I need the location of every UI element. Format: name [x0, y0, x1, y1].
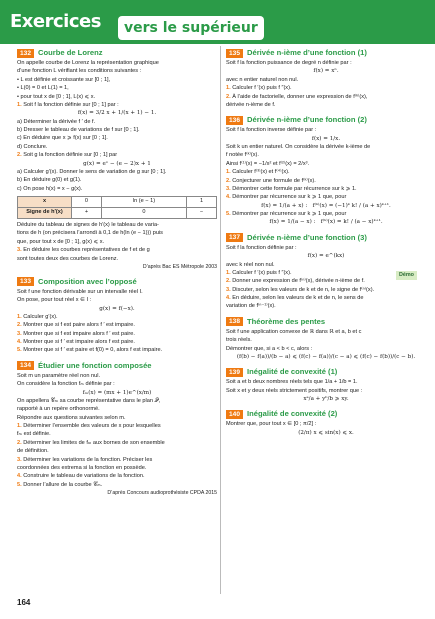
exercise-number: 135	[226, 49, 243, 58]
text: coordonnées des extrema si la fonction en possède.	[17, 464, 147, 471]
exercise-title: Dérivée n-ième d’une fonction (3)	[247, 232, 367, 242]
text: Soit m un paramètre réel non nul.	[17, 372, 101, 379]
text: Répondre aux questions suivantes selon m.	[17, 414, 126, 421]
exercise-134	[17, 361, 217, 497]
exercise-number: 140	[226, 410, 243, 419]
exercise-133	[17, 277, 217, 361]
exercise-title: Dérivée n-ième d’une fonction (1)	[247, 48, 367, 57]
formula: f(x) = 3/2 x + 1/(x + 1) − 1.	[77, 110, 157, 117]
exercise-132	[17, 48, 217, 271]
text: Soit f la fonction puissance de degré n définie par :	[226, 60, 352, 67]
exercise-title: Étudier une fonction composée	[38, 360, 152, 370]
header-bar	[0, 0, 435, 44]
text: On pose, pour tout réel x ∈ I :	[17, 297, 92, 304]
question: 1. Déterminer l’ensemble des valeurs de x pour lesquelles	[17, 423, 161, 430]
demo-badge: Démo	[396, 271, 417, 280]
text: variation de f⁽ⁿ⁻¹⁾(x).	[226, 303, 276, 310]
text: Ainsi f⁽¹⁾(x) = −1/x² et f⁽²⁾(x) = 2/x³.	[226, 160, 310, 167]
text: On considère la fonction fₘ définie par :	[17, 381, 115, 388]
question: a) Calculer g′(x). Donner le sens de variation de g sur [0 ; 1].	[17, 168, 167, 175]
formula: f(x) = e^(kx)	[307, 253, 345, 260]
formula: (f(b) − f(a))/(b − a) ⩽ (f(c) − f(a))/(c − a) ⩽ (f(c) − f(b))/(c − b).	[236, 353, 416, 360]
text: Soit f une fonction dérivable sur un intervalle réel I.	[17, 288, 143, 295]
text: Soit a et b deux nombres réels tels que 1/a + 1/b = 1.	[226, 379, 358, 386]
question: 4. Montrer que si f ′ est impaire alors f est paire.	[17, 339, 135, 346]
question: b) En déduire g(0) et g(1).	[17, 177, 82, 184]
text: que, pour tout x de [0 ; 1], g(x) ⩽ x.	[17, 238, 105, 245]
header-badge: vers le supérieur	[118, 16, 264, 40]
text: Soit f une application convexe de ℝ dans ℝ et a, b et c	[226, 328, 362, 335]
text: On appellera 𝒞ₘ sa courbe représentative dans le plan 𝒫,	[17, 397, 161, 404]
formula: xᵃ/a + yᵇ/b ⩾ xy.	[303, 396, 349, 403]
exercise-number: 138	[226, 317, 243, 326]
formula: f(x) = 1/(a + x) : f⁽ᵏ⁾(x) = (−1)ᵏ k! / (a + x)ᵏ⁺¹.	[261, 202, 391, 209]
exercise-136	[226, 115, 426, 233]
formula: (2/π) x ⩽ sin(x) ⩽ x.	[298, 429, 354, 436]
text: dérivée n-ième de f.	[226, 101, 276, 108]
formula: f(x) = xⁿ.	[313, 68, 339, 75]
table-cell: 0	[72, 197, 102, 208]
exercise-title: Inégalité de convexité (1)	[247, 367, 338, 377]
table-cell: ln (e − 1)	[101, 197, 186, 208]
page-number: 164	[17, 598, 31, 607]
text: Soit f la fonction inverse définie par :	[226, 127, 317, 134]
table-header: Signe de h′(x)	[18, 208, 72, 219]
question: 3. Déterminer les variations de la fonction. Préciser les	[17, 456, 153, 463]
exercise-title: Composition avec l’opposé	[38, 276, 137, 286]
question: b) Dresser le tableau de variations de f sur [0 ; 1].	[17, 127, 140, 134]
question: 1. Calculer f ′(x) puis f ″(x).	[226, 269, 292, 276]
table-header: x	[18, 197, 72, 208]
formula: f(x) = 1/(a − x) : f⁽ᵏ⁾(x) = k! / (a − x)ᵏ⁺¹.	[269, 219, 383, 226]
question: 2. Montrer que si f est paire alors f ′ est impaire.	[17, 322, 135, 329]
exercise-number: 137	[226, 233, 243, 242]
text: Montrer que, pour tout x ∈ [0 ; π/2] :	[226, 421, 317, 428]
question: 1. Calculer f ′(x) puis f ″(x).	[226, 85, 292, 92]
table-cell: 1	[187, 197, 217, 208]
exercise-title: Courbe de Lorenz	[38, 48, 103, 57]
question: 5. Démontrer par récurrence sur k ⩾ 1 que, pour	[226, 211, 347, 218]
left-column	[17, 48, 217, 503]
exercise-title: Théorème des pentes	[247, 316, 326, 326]
question: 3. Démontrer cette formule par récurrence sur k ⩾ 1.	[226, 185, 357, 192]
question: 3. Montrer que si f est impaire alors f ′ est paire.	[17, 330, 135, 337]
question: 4. En déduire, selon les valeurs de k et de n, le sens de	[226, 295, 364, 302]
sign-table	[17, 196, 217, 219]
question: 3. En déduire les courbes représentatives de f et de g	[17, 247, 150, 254]
text: f notée f⁽ᵏ⁾(x).	[226, 152, 259, 159]
text: On appelle courbe de Lorenz la représentation graphique	[17, 60, 159, 67]
exercise-138	[226, 317, 426, 368]
bullet: • pour tout x de [0 ; 1], L(x) ⩽ x.	[17, 93, 96, 100]
question: 1. Calculer g′(x).	[17, 313, 58, 320]
text: Soit f la fonction définie par :	[226, 244, 297, 251]
question: d) Conclure.	[17, 143, 48, 150]
exercise-135	[226, 48, 426, 115]
text: Démontrer que, si a < b < c, alors :	[226, 345, 313, 352]
text: Déduire du tableau de signes de h′(x) le tableau de varia-	[17, 222, 159, 229]
text: rapporté à un repère orthonormé.	[17, 406, 100, 413]
exercise-number: 132	[17, 49, 34, 58]
source: D’après Bac ES Métropole 2003	[142, 263, 217, 270]
exercise-title: Inégalité de convexité (2)	[247, 409, 338, 419]
text: trois réels.	[226, 337, 252, 344]
exercise-140	[226, 409, 426, 437]
text: avec k réel non nul.	[226, 261, 275, 268]
question: 2. Soit g la fonction définie sur [0 ; 1] par	[17, 152, 118, 159]
exercise-139	[226, 367, 426, 409]
question: 4. Démontrer par récurrence sur k ⩾ 1 que, pour	[226, 194, 347, 201]
text: de définition.	[17, 448, 49, 455]
source: D’après Concours audioprothésiste CPDA 2015	[107, 490, 217, 497]
bullet: • L est définie et croissante sur [0 ; 1],	[17, 76, 111, 83]
question: a) Déterminer la dérivée f ′ de f.	[17, 118, 96, 125]
question: 5. Montrer que si f ′ est paire et f(0) = 0, alors f est impaire.	[17, 347, 163, 354]
text: Soit k un entier naturel. On considère la dérivée k-ième de	[226, 144, 371, 151]
question: 3. Discuter, selon les valeurs de k et de n, le signe de f⁽ⁿ⁾(x).	[226, 286, 375, 293]
text: avec n entier naturel non nul.	[226, 76, 299, 83]
exercise-number: 133	[17, 277, 34, 286]
text: Soit x et y deux réels strictement positifs, montrer que :	[226, 387, 363, 394]
question: 2. Donner une expression de f⁽ⁿ⁾(x), dérivée n-ième de f.	[226, 278, 365, 285]
text: tions de h (on précisera l’arrondi à 0,1 de h(ln (e − 1))) puis	[17, 230, 163, 237]
question: 2. Conjecturer une formule de f⁽ᵏ⁾(x).	[226, 177, 316, 184]
question: c) En déduire que x ⩾ f(x) sur [0 ; 1].	[17, 135, 108, 142]
header-title: Exercices	[10, 11, 101, 32]
question: 5. Donner l’allure de la courbe 𝒞ₘ.	[17, 481, 103, 488]
text: d’une fonction L vérifiant les conditions suivantes :	[17, 68, 142, 75]
exercise-number: 134	[17, 361, 34, 370]
exercise-title: Dérivée n-ième d’une fonction (2)	[247, 115, 367, 125]
question: 1. Soit f la fonction définie sur [0 ; 1] par :	[17, 101, 119, 108]
column-divider	[220, 46, 221, 594]
text: fₘ est définie.	[17, 431, 51, 438]
table-cell: 0	[101, 208, 186, 219]
question: 4. Construire le tableau de variations de la fonction.	[17, 473, 145, 480]
formula: g(x) = eˣ − (e − 2)x + 1	[83, 160, 151, 167]
exercise-number: 139	[226, 368, 243, 377]
text: sont toutes deux des courbes de Lorenz.	[17, 255, 119, 262]
question: 1. Calculer f⁽³⁾(x) et f⁽⁴⁾(x).	[226, 169, 290, 176]
exercise-number: 136	[226, 116, 243, 125]
table-cell: +	[72, 208, 102, 219]
formula: f(x) = 1/x.	[311, 135, 341, 142]
bullet: • L(0) = 0 et L(1) = 1,	[17, 85, 69, 92]
question: 2. Déterminer les limites de fₘ aux bornes de son ensemble	[17, 439, 165, 446]
question: c) On pose h(x) = x − g(x).	[17, 185, 83, 192]
formula: g(x) = f(−x).	[99, 305, 135, 312]
question: 2. À l’aide de factorielle, donner une expression de f⁽ᵏ⁾(x),	[226, 93, 368, 100]
right-column	[226, 48, 426, 438]
formula: fₘ(x) = (mx + 1)e^(x/m)	[82, 389, 152, 396]
table-cell: −	[187, 208, 217, 219]
